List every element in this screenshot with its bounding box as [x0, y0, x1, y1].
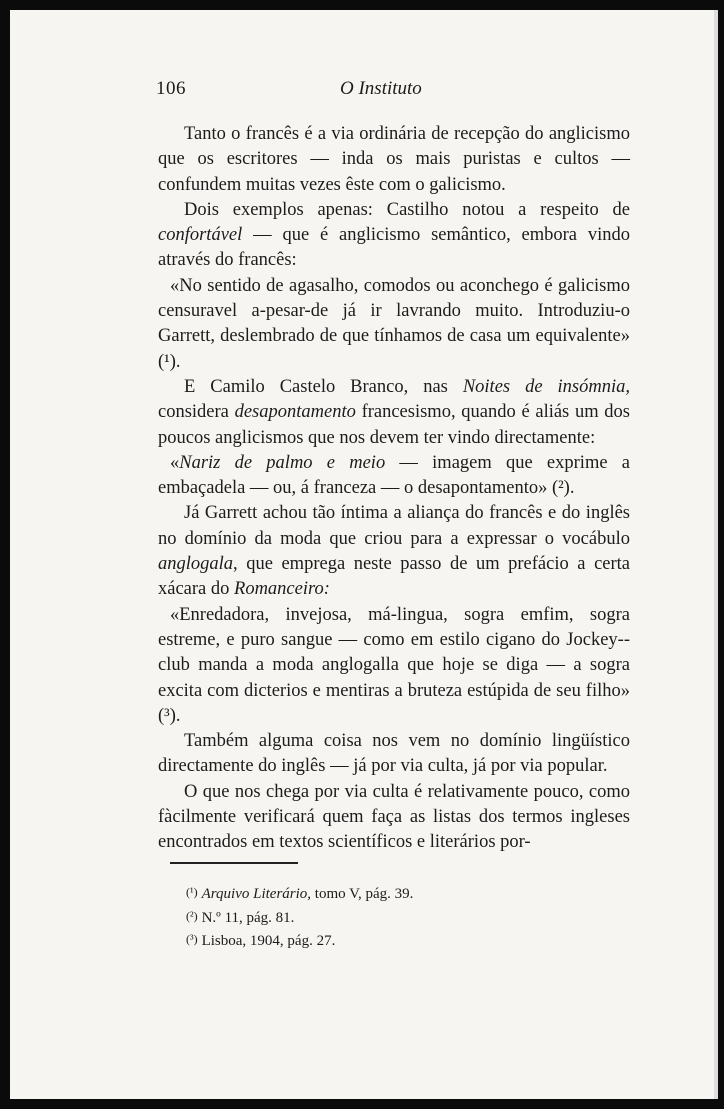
- text-segment: Dois exemplos apenas: Castilho notou a respeito de: [184, 199, 630, 220]
- quotation-paragraph: [158, 451, 630, 502]
- text-segment: E Camilo Castelo Branco, nas: [184, 376, 463, 397]
- footnote-marker: (²): [186, 908, 198, 923]
- italic-text: Romanceiro:: [234, 579, 330, 600]
- page-number: 106: [156, 78, 186, 99]
- footnote-marker: (³): [186, 932, 198, 946]
- text-segment: — que é anglicismo semântico, embora vindo através do francês:: [158, 225, 630, 271]
- footnote: [186, 882, 606, 906]
- footnote-text: Lisboa, 1904, pág. 27.: [201, 933, 336, 949]
- body-text: [158, 122, 630, 856]
- italic-text: confortável: [158, 225, 243, 246]
- paragraph: [158, 198, 630, 274]
- italic-text: Nariz de palmo e meio: [179, 452, 386, 473]
- quotation-paragraph: [158, 603, 630, 729]
- footnote: [186, 906, 606, 930]
- paragraph: [158, 780, 630, 856]
- footnotes: [186, 882, 606, 953]
- footnote-marker: (¹): [186, 885, 198, 899]
- footnote: [186, 929, 606, 953]
- text-segment: «: [170, 452, 180, 473]
- paragraph: [158, 729, 630, 780]
- text-segment: O que nos chega por via culta é relativamente pouco, como fàcilmente verificará quem faça as listas dos termos ingleses encontrados em textos scientíficos e literários por-: [158, 781, 630, 853]
- paragraph: [158, 375, 630, 451]
- footnote-text: N.º 11, pág. 81.: [201, 909, 295, 926]
- italic-text: desapontamento: [234, 402, 356, 423]
- italic-text: Noites de insómnia,: [462, 376, 630, 397]
- text-segment: Também alguma coisa nos vem no domínio lingüístico directamente do inglês — já por via culta, já por via popular.: [158, 731, 630, 777]
- italic-text: anglogala: [158, 554, 234, 575]
- footnote-rule: [170, 862, 298, 864]
- paragraph: [158, 501, 630, 602]
- running-title: O Instituto: [340, 78, 422, 99]
- text-segment: — imagem que exprime a embaçadela — ou, á franceza — o desapontamento» (²).: [158, 452, 630, 499]
- quotation-paragraph: [158, 274, 630, 375]
- italic-text: Arquivo Literário,: [201, 886, 312, 902]
- text-segment: francesismo, quando é aliás um dos poucos anglicismos que nos devem ter vindo directamente:: [158, 402, 630, 448]
- page-header: [10, 78, 714, 108]
- page: [10, 10, 718, 1099]
- footnote-text: tomo V, pág. 39.: [311, 886, 414, 902]
- paragraph: [158, 122, 630, 198]
- text-segment: Tanto o francês é a via ordinária de recepção do anglicismo que os escritores — inda os mais puristas e cultos — confundem muitas vezes êste com o galicismo.: [158, 124, 630, 195]
- text-segment: Já Garrett achou tão íntima a aliança do francês e do inglês no domínio da moda que criou para a expressar o vocábulo: [158, 503, 630, 549]
- text-segment: considera: [158, 402, 235, 423]
- text-segment: , que emprega neste passo de um prefácio a certa xácara do: [158, 554, 630, 600]
- text-segment: «Enredadora, invejosa, má-lingua, sogra emfim, sogra estreme, e puro sangue — como em estilo cigano do Jockey--club manda a moda anglogalla que hoje se diga — a sogra excita com dicterios e mentiras a bruteza estúpida de seu filho» (³).: [158, 604, 630, 726]
- text-segment: «No sentido de agasalho, comodos ou aconchego é galicismo censuravel a-pesar-de já ir lavrando muito. Introduziu-o Garrett, deslembrado de que tínhamos de casa um equivalente» (¹).: [158, 275, 630, 372]
